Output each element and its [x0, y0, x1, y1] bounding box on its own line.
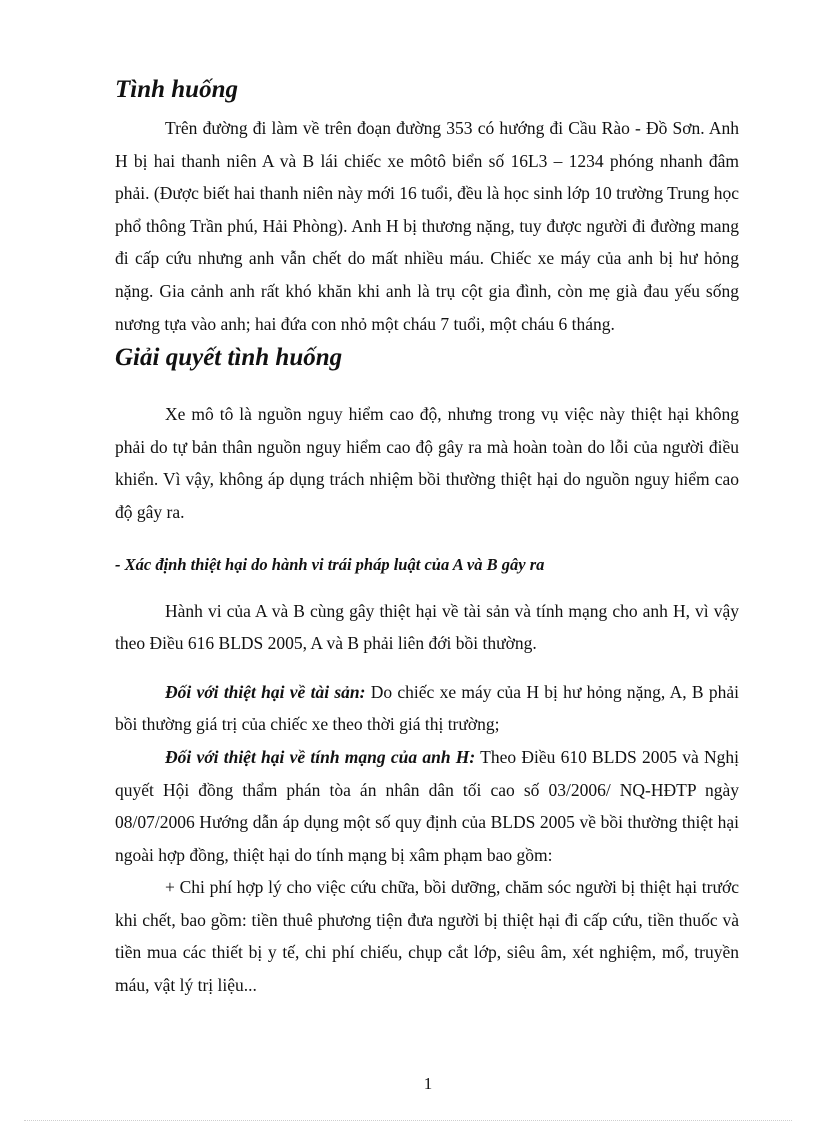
paragraph-reasonable-costs: + Chi phí hợp lý cho việc cứu chữa, bồi dưỡng, chăm sóc người bị thiệt hại trước khi chết, bao gồm: tiền thuê phương tiện đưa người bị thiệt hại đi cấp cứu, tiền thuốc và tiền mua các thiết bị y tế, chi phí chiếu, chụp cắt lớp, siêu âm, xét nghiệm, mổ, truyền máu, vật lý trị liệu...: [115, 877, 739, 996]
paragraph-joint-liability: Hành vi của A và B cùng gây thiệt hại về tài sản và tính mạng cho anh H, vì vậy theo Điều 616 BLDS 2005, A và B phải liên đới bồi thường.: [115, 600, 739, 654]
document-body: [115, 72, 739, 1002]
heading-tinh-huong: Tình huống: [115, 76, 238, 103]
paragraph-life-damage: [115, 741, 739, 871]
paragraph-high-risk-source: Xe mô tô là nguồn nguy hiểm cao độ, nhưng trong vụ việc này thiệt hại không phải do tự bản thân nguồn nguy hiểm cao độ gây ra mà hoàn toàn do lỗi của người điều khiển. Vì vậy, không áp dụng trách nhiệm bồi thường thiệt hại do nguồn nguy hiểm cao độ gây ra.: [115, 404, 739, 522]
life-damage-lead: Đối với thiệt hại về tính mạng của anh H:: [165, 746, 476, 767]
paragraph-property-damage: [115, 676, 739, 741]
property-damage-lead: Đối với thiệt hại về tài sản:: [165, 681, 366, 702]
heading-giai-quyet: Giải quyết tình huống: [115, 344, 343, 372]
page-number: 1: [423, 1074, 433, 1093]
paragraph-situation: Trên đường đi làm về trên đoạn đường 353 có hướng đi Cầu Rào - Đồ Sơn. Anh H bị hai thanh niên A và B lái chiếc xe môtô biển số 16L3 – 1234 phóng nhanh đâm phải. (Được biết hai thanh niên này mới 16 tuổi, đều là học sinh lớp 10 trường Trung học phổ thông Trần phú, Hải Phòng). Anh H bị thương nặng, tuy được người đi đường mang đi cấp cứu nhưng anh vẫn chết do mất nhiều máu. Chiếc xe máy của anh bị hư hỏng nặng. Gia cảnh anh rất khó khăn khi anh là trụ cột gia đình, còn mẹ già đau yếu sống nương tựa vào anh; hai đứa con nhỏ một cháu 7 tuổi, một cháu 6 tháng.: [115, 118, 739, 334]
life-damage-text: Theo Điều 610 BLDS 2005 và Nghị quyết Hội đồng thẩm phán tòa án nhân dân tối cao số 03/2006/ NQ-HĐTP ngày 08/07/2006 Hướng dẫn áp dụng một số quy định của BLDS 2005 về bồi thường thiệt hại ngoài hợp đồng, thiệt hại do tính mạng bị xâm phạm bao gồm:: [115, 746, 739, 865]
footer-divider: [24, 1120, 792, 1121]
property-damage-text: Do chiếc xe máy của H bị hư hỏng nặng, A, B phải bồi thường giá trị của chiếc xe theo thời giá thị trường;: [115, 681, 739, 735]
subheading-damage-determination: - Xác định thiệt hại do hành vi trái pháp luật của A và B gây ra: [115, 554, 545, 574]
